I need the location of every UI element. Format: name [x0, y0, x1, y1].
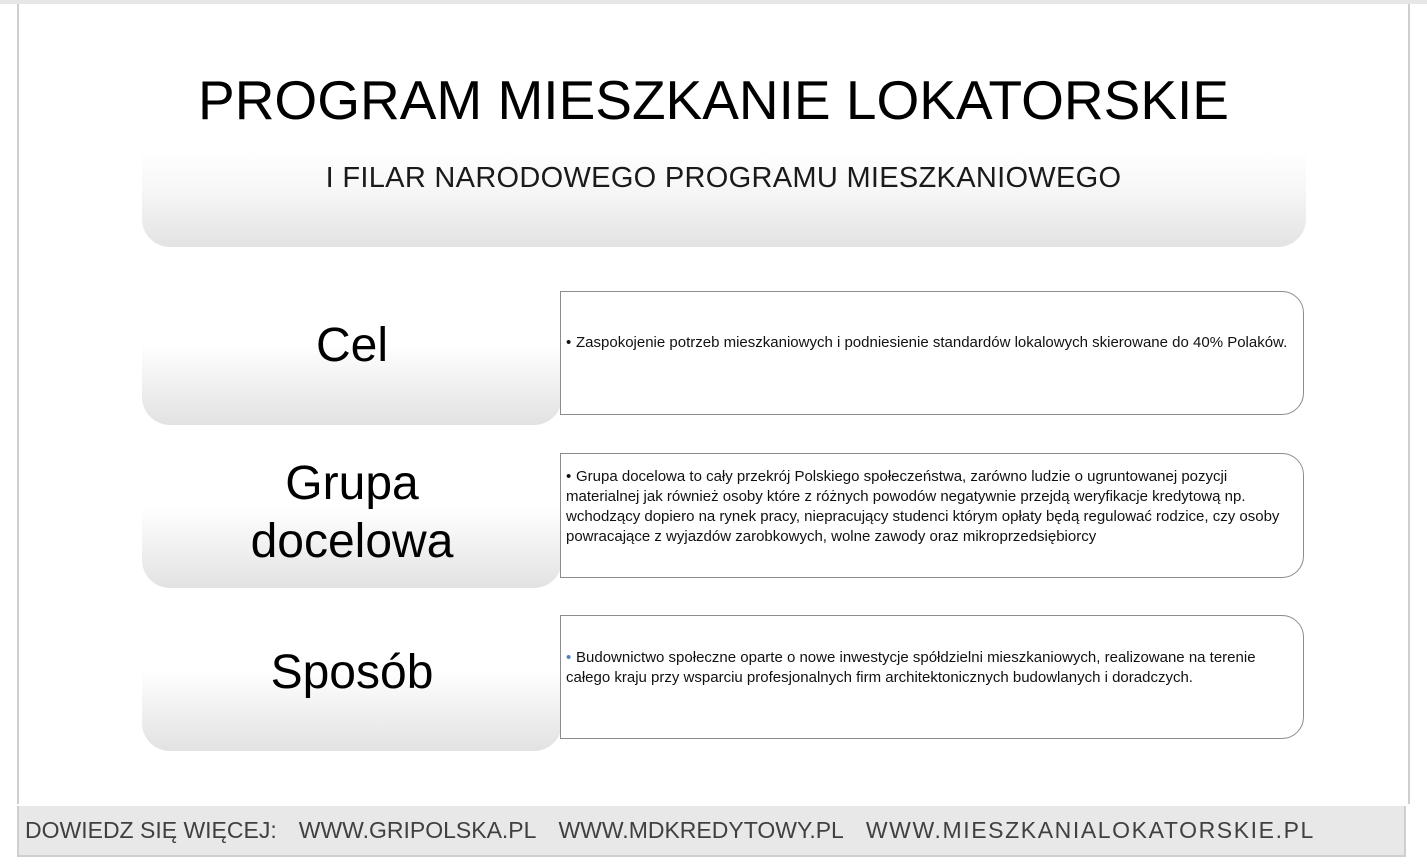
- row-content-text: Grupa docelowa to cały przekrój Polskiego społeczeństwa, zarówno ludzie o ugruntowanej pozycji materialnej jak również osoby które z różnych powodów negatywnie przejdą weryfikacje kredytową np. wchodzący dopiero na rynek pracy, niepracujący studenci którym opłaty będą regulować rodzice, czy osoby powracające z wyjazdów zarobkowych, wolne zawody oraz mikroprzedsiębiorcy: [566, 468, 1280, 545]
- footer-lead: DOWIEDZ SIĘ WIĘCEJ:: [25, 817, 277, 843]
- row-content-sposob: [560, 615, 1304, 739]
- page-title: PROGRAM MIESZKANIE LOKATORSKIE: [198, 69, 1229, 131]
- footer-link-mieszkanialokatorskie[interactable]: WWW.MIESZKANIALOKATORSKIE.PL: [865, 817, 1315, 843]
- footer-link-gripolska[interactable]: WWW.GRIPOLSKA.PL: [298, 817, 537, 843]
- bullet-icon: •: [566, 334, 572, 351]
- row-label-cel: [142, 290, 562, 425]
- row-label-sposob: [142, 615, 562, 751]
- subtitle: I FILAR NARODOWEGO PROGRAMU MIESZKANIOWEGO: [325, 162, 1122, 194]
- row-label-text: Sposób: [270, 646, 434, 699]
- row-content-cel: [560, 291, 1304, 415]
- bullet-icon: •: [566, 649, 572, 666]
- footer-link-mdkredytowy[interactable]: WWW.MDKREDYTOWY.PL: [558, 817, 844, 843]
- row-label-text-line2: docelowa: [250, 514, 454, 568]
- row-content-text: Zaspokojenie potrzeb mieszkaniowych i podniesienie standardów lokalowych skierowane do 40% Polaków.: [576, 334, 1288, 351]
- row-label-text-line1: Grupa: [285, 456, 419, 510]
- row-label-text: Cel: [315, 318, 389, 372]
- row-content-grupa-docelowa: [560, 453, 1304, 578]
- bullet-icon: •: [566, 468, 572, 485]
- footer-bar: [17, 806, 1406, 857]
- row-label-grupa-docelowa: [142, 453, 562, 588]
- row-content-text: Budownictwo społeczne oparte o nowe inwestycje spółdzielni mieszkaniowych, realizowane na terenie całego kraju przy wsparciu profesjonalnych firm architektonicznych budowlanych i doradczych.: [566, 649, 1256, 686]
